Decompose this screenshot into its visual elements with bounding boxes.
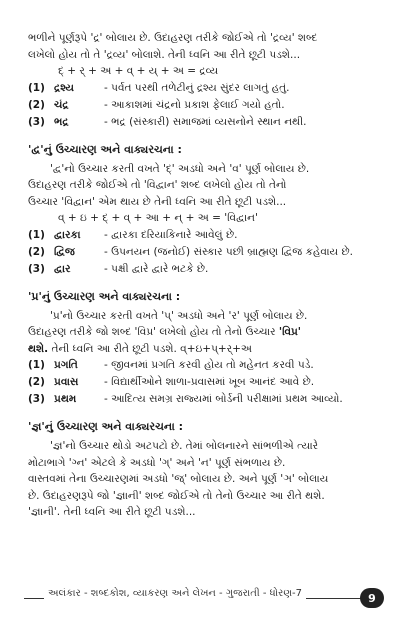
list-item <box>28 227 388 244</box>
page-content <box>28 30 388 521</box>
intro-line: લખેલો હોય તો તે 'દ્રવ્ય' બોલાશે. તેની ધ્વનિ આ રીતે છૂટી પડશે... <box>28 48 301 61</box>
item-term: પ્રવાસ <box>54 376 79 388</box>
item-term: દ્વિજ <box>54 245 75 258</box>
item-text: - આકાશમાં ચંદ્રનો પ્રકાશ ફેલાઈ ગયો હતો. <box>104 98 285 111</box>
item-text: - ઉપનયન (જનોઈ) સંસ્કાર પછી બ્રાહ્મણ દ્વિજ કહેવાય છે. <box>104 245 353 258</box>
bold-word: થશે. <box>28 342 49 355</box>
item-term: પ્રગતિ <box>54 359 78 371</box>
list-item <box>28 114 388 131</box>
item-term: દ્વાર <box>54 262 71 275</box>
item-term: ભદ્ર <box>54 115 69 128</box>
list-item <box>28 244 388 261</box>
paragraph-line: ઉચ્ચાર 'વિદ્વાન' એમ થાય છે તેની ધ્વનિ આ રીતે છૂટી પડશે... <box>28 195 287 208</box>
section-heading: 'જ્ઞ'નું ઉચ્ચારણ અને વાક્યરચના : <box>28 420 184 433</box>
item-text: - પર્વત પરથી તળેટીનું દ્રશ્ય સુંદર લાગતું હતું. <box>104 81 290 94</box>
page-number-badge: 9 <box>360 588 384 608</box>
item-number: (3) <box>28 262 45 275</box>
paragraph-line <box>28 324 388 341</box>
list-item <box>28 261 388 278</box>
example-list <box>28 357 388 408</box>
item-text: - આદિત્ય સમગ્ર રાજ્યમાં બોર્ડની પરીક્ષામાં પ્રથમ આવ્યો. <box>104 393 343 405</box>
item-number: (1) <box>28 228 45 241</box>
page-footer <box>24 588 384 605</box>
item-text: - દ્વારકા દરિયાકિનારે આવેલું છે. <box>104 228 238 241</box>
paragraph-line: વાસ્તવમાં તેના ઉચ્ચારણમાં અડધો 'જ્' બોલાય છે. અને પૂર્ણ 'ઞ' બોલાય <box>28 473 329 485</box>
list-item <box>28 357 388 374</box>
section-heading: 'દ્વ'નું ઉચ્ચારણ અને વાક્યરચના : <box>28 142 182 156</box>
paragraph-line: 'પ્ર'નો ઉચ્ચાર કરતી વખતે 'પ્' અડધો અને 'ર' પૂર્ણ બોલાય છે. <box>50 309 308 322</box>
item-number: (3) <box>28 393 45 405</box>
example-list <box>28 80 388 131</box>
item-term: દ્વારકા <box>54 228 81 241</box>
item-term: ચંદ્ર <box>54 98 69 111</box>
intro-line: ભળીને પૂર્ણરૂપે 'દ્ર' બોલાય છે. ઉદાહરણ તરીકે જોઈએ તો 'દ્રવ્ય' શબ્દ <box>28 32 318 44</box>
paragraph-line: મોટાભાગે 'ગ્ન' એટલે કે અડધો 'ગ્' અને 'ન' પૂર્ણ સંભળાય છે. <box>28 456 286 469</box>
paragraph-text: ઉદાહરણ તરીકે જો શબ્દ 'વિપ્ર' લખેલો હોય તો તેનો ઉચ્ચાર <box>28 326 276 338</box>
footer-title: અલંકાર - શબ્દકોશ, વ્યાકરણ અને લેખન - ગુજરાતી - ધોરણ-7 <box>44 588 306 599</box>
item-term: પ્રથમ <box>54 393 77 405</box>
item-number: (1) <box>28 359 45 371</box>
paragraph-line <box>28 341 388 358</box>
paragraph-line: છે. ઉદાહરણરૂપે જો 'જ્ઞાની' શબ્દ જોઈએ તો તેનો ઉચ્ચાર આ રીતે થશે. <box>28 489 325 502</box>
item-text: - વિદ્યાર્થીઓને શાળા-પ્રવાસમાં ખૂબ આનંદ આવે છે. <box>104 376 315 388</box>
list-item <box>28 374 388 391</box>
item-number: (2) <box>28 98 45 111</box>
list-item <box>28 391 388 408</box>
item-text: - ભદ્ર (સંસ્કારી) સમાજમાં વ્યસનોને સ્થાન નથી. <box>104 115 307 128</box>
item-number: (2) <box>28 376 45 388</box>
list-item <box>28 80 388 97</box>
paragraph-line: 'જ્ઞ'નો ઉચ્ચાર થોડો અટપટો છે. તેમાં બોલનારને સાંભળીએ ત્યારે <box>50 440 319 452</box>
example-list <box>28 227 388 278</box>
formula: દ્ + ર્ + અ + વ્ + ય્ + અ = દ્રવ્ય <box>58 65 219 77</box>
item-term: દ્રશ્ય <box>54 81 74 94</box>
bold-word: 'વિપ્ર' <box>278 326 302 338</box>
section-heading: 'પ્ર'નું ઉચ્ચારણ અને વાક્યરચના : <box>28 289 181 303</box>
item-number: (2) <box>28 245 45 258</box>
paragraph-line: 'જ્ઞાની'. તેની ધ્વનિ આ રીતે છૂટી પડશે... <box>28 506 196 518</box>
formula: વ્ + ઇ + દ્ + વ્ + આ + ન્ + અ = 'વિદ્વાન' <box>58 212 258 224</box>
paragraph-text: તેની ધ્વનિ આ રીતે છૂટી પડશે. વ્+ઇ+પ્+ર્+અ <box>48 342 252 355</box>
item-number: (3) <box>28 115 45 128</box>
item-text: - પક્ષી દ્વારે દ્વારે ભટકે છે. <box>104 262 209 275</box>
paragraph-line: 'દ્વ'નો ઉચ્ચાર કરતી વખતે 'દ્' અડધો અને 'વ' પૂર્ણ બોલાય છે. <box>50 162 310 175</box>
item-number: (1) <box>28 81 45 94</box>
item-text: - જીવનમાં પ્રગતિ કરવી હોય તો મહેનત કરવી પડે. <box>104 359 314 371</box>
list-item <box>28 97 388 114</box>
paragraph-line: ઉદાહરણ તરીકે જોઈએ તો 'વિદ્વાન' શબ્દ લખેલો હોય તો તેનો <box>28 179 287 191</box>
